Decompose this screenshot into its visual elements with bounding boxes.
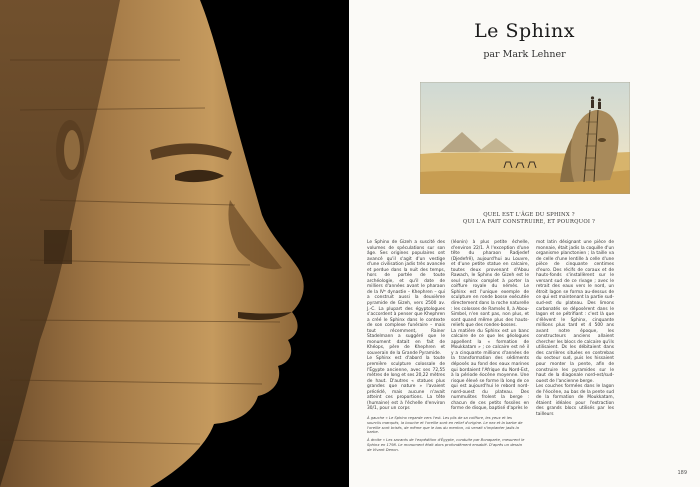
paragraph: Le Sphinx est d'abord la toute première sculpture colossale de l'Égypte ancienne, avec ses 72,55 mètres de long et ses 20,22 mètres de haut. D'autres « statues plus grandes que nature » l'avaient précédé, mais aucune n'avait atteint ces proportions. La tête (humaine) est à l'échelle d'environ 30/1, pour un corps xyxy=(367,356,445,412)
expedition-engraving xyxy=(420,82,630,194)
text-column-1 xyxy=(367,240,445,412)
section-heading xyxy=(429,212,629,226)
paragraph: (léonin) à plus petite échelle, d'environ 22/1. À l'exception d'une tête du pharaon Radjedef (Djedefrê), aujourd'hui au Louvre, et d'une petite statue en calcaire, toutes deux provenant d'Abou Rawach, le Sphinx de Gizeh est le seul sphinx complet à porter la coiffure royale du némès. Le Sphinx est l'unique exemple de sculpture en ronde bosse exécutée directement dans la roche naturelle : les colosses de Ramsès II, à Abou-Simbel, n'en sont pas, non plus, et sont quand même plus des hauts-reliefs que des rondes-bosses. xyxy=(451,240,529,329)
image-captions xyxy=(367,416,527,456)
text-page xyxy=(349,0,700,487)
text-column-3 xyxy=(536,240,614,418)
author-byline: par Mark Lehner xyxy=(483,49,566,60)
paragraph: Les couches formées dans le lagon de l'éocène, au bas de la pente sud de la formation de Moukkatam, étaient idéales pour l'extraction des grands blocs utilisés par les tailleurs xyxy=(536,384,614,417)
paragraph: La matière du Sphinx est un banc calcaire de ce que les géologues appellent la « formation de Moukkatam » ; ce calcaire est né il y a cinquante millions d'années de la transformation des sédiments déposés au fond des eaux marines qui bordaient l'Afrique du Nord-Est, à la période éocène moyenne. Une risque élevé se forme là long de ce qui est aujourd'hui le rebord nord-nord-ouest du plateau. Des nummulites frolent la berge : chacun de ces petits fossiles en forme de disque, baptisé d'après le xyxy=(451,328,529,412)
caption-right: À droite « Les savants de l'expédition d'Égypte, conduite par Bonaparte, mesurent le Sphinx en 1798. Le monument était alors profondément ensablé. D'après un dessin de Vivant Denon. xyxy=(367,438,525,452)
paragraph: Le Sphinx de Gizeh a suscité des volumes de spéculations sur son âge. Ses origines populaires ont avancé qu'il s'agit d'un vestige d'une civilisation jadis très avancée et perdue dans la nuit des temps, hors de portée de toute archéologie, et qu'il date de milliers d'années avant le pharaon de la IVᵉ dynastie – Khephren – qui a construit aussi la deuxième pyramide de Gizeh, vers 2500 av. J.-C. La plupart des égyptologues s'accordent à penser que Khephren a créé le Sphinx dans le contexte de son complexe funéraire – mais tout récemment, Rainer Stadelmann a suggéré que le monument datait en fait de Khéops, père de Khephren et souverain de la Grande Pyramide. xyxy=(367,240,445,356)
section-heading-line-2: QUI L'A FAIT CONSTRUIRE, ET POURQUOI ? xyxy=(462,219,596,226)
sphinx-photo xyxy=(0,0,349,487)
paragraph: mot latin désignant une pièce de monnaie, était jadis la coquille d'un organisme planctonien ; la taille va de celle d'une lentille à celle d'une pièce de cinquante centimes d'euro. Des récifs de coraux et de hauts-fonds s'installèrent sur le versant sud de ce rivage ; avec le retrait des eaux vers le nord, un étroit lagon se forma au-dessus de ce qui est maintenant la partie sud-sud-est du plateau. Des limons carbonatés se déposèrent dans le lagon et se pétrifiant : c'est là que s'élèvent le Sphinx, cinquante millions plus tard et 4 500 ans avant notre époque, les constructeurs anciens allaient chercher les blocs de calcaire qu'ils utilisaient. Ds les débitaient dans des carrières situées en contrebas du secteur sud, puis les hissaient pour monter la pente, afin de construire les pyramides sur le haut de la diagonale nord-est/sud-ouest de l'ancienne berge. xyxy=(536,240,614,384)
text-column-2 xyxy=(451,240,529,412)
section-heading-line-1: QUEL EST L'ÂGE DU SPHINX ? xyxy=(483,212,575,218)
caption-left: À gauche « Le Sphinx regarde vers l'est. Les plis de sa coiffure, les yeux et les sourcils marqués, la bouche et l'oreille sont en relief d'origine. Le nez et la barbe de l'oreille sont brisés, de même que le bas du menton, où venait s'implanter jadis la barbe. xyxy=(367,416,523,435)
page-number: 189 xyxy=(677,470,687,476)
page-title: Le Sphinx xyxy=(474,20,575,42)
sphinx-head-illustration xyxy=(0,0,349,487)
